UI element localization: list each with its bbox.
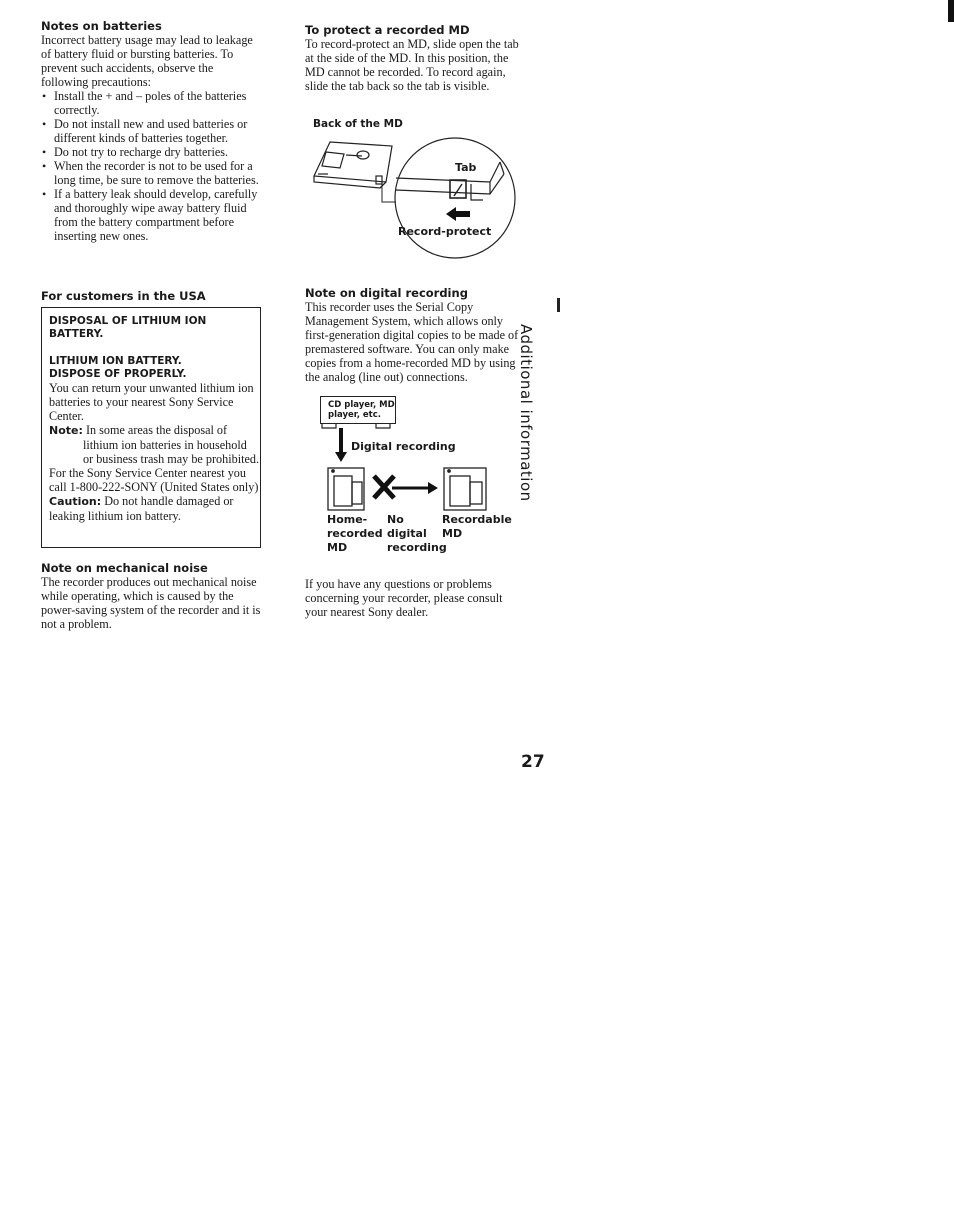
tab-label: Tab [455, 161, 477, 174]
list-item: • Install the + and – poles of the batteries correctly. [41, 89, 263, 117]
recordable-md-icon [444, 468, 486, 510]
md-corner-enlarged [396, 162, 504, 200]
protect-text: To record-protect an MD, slide open the tab at the side of the MD. In this position, the MD cannot be recorded. To record again, slide the tab back so the tab is visible. [305, 37, 519, 93]
box-note [49, 423, 259, 466]
batteries-heading: Notes on batteries [41, 19, 162, 33]
digital-diagram [318, 422, 498, 514]
md-back-illustration [300, 128, 530, 268]
box-para-return: You can return your unwanted lithium ion batteries to your nearest Sony Service Center. [49, 381, 254, 423]
lithium-disposal-box [41, 307, 261, 548]
md-cartridge [314, 142, 392, 188]
device-label-line1: CD player, MD [328, 400, 395, 410]
device-label-line2: player, etc. [328, 410, 382, 420]
caution-label: Caution: [49, 495, 102, 508]
home-recorded-md-icon [328, 468, 364, 510]
record-protect-label: Record-protect [398, 225, 492, 238]
note-label: Note: [49, 424, 83, 437]
left-arrow-icon [446, 207, 470, 221]
side-tab-marker [557, 298, 560, 312]
batteries-intro: Incorrect battery usage may lead to leakage of battery fluid or bursting batteries. To prevent such accidents, observe the following precautions: [41, 33, 253, 89]
box-subtitle-1: LITHIUM ION BATTERY. [49, 355, 182, 367]
right-arrow-icon [428, 482, 438, 494]
recordable-md-label: Recordable MD [442, 513, 512, 540]
box-title: DISPOSAL OF LITHIUM ION BATTERY. [49, 315, 207, 340]
list-item: • Do not install new and used batteries or different kinds of batteries together. [41, 117, 263, 145]
home-recorded-label: Home- recorded MD [327, 513, 383, 554]
digital-section [305, 286, 529, 384]
digital-recording-label: Digital recording [351, 440, 456, 453]
box-subtitle-2: DISPOSE OF PROPERLY. [49, 368, 187, 380]
no-digital-label: No digital recording [387, 513, 447, 554]
noise-text: The recorder produces out mechanical noise while operating, which is caused by the power-saving system of the recorder and it is not a problem. [41, 575, 261, 631]
usa-heading: For customers in the USA [41, 289, 206, 303]
contact-text: If you have any questions or problems concerning your recorder, please consult your nearest Sony dealer. [305, 577, 503, 619]
list-item: • If a battery leak should develop, carefully and thoroughly wipe away battery fluid from the battery compartment before inserting new ones. [41, 187, 263, 243]
list-item: • Do not try to recharge dry batteries. [41, 145, 263, 159]
caution-text: Do not handle damaged or leaking lithium ion battery. [49, 494, 234, 523]
page-number: 27 [521, 752, 545, 772]
side-tab-label: Additional information [517, 324, 535, 502]
list-item: • When the recorder is not to be used for a long time, be sure to remove the batteries. [41, 159, 263, 187]
protect-heading: To protect a recorded MD [305, 23, 470, 37]
cd-player-device [320, 396, 396, 424]
down-arrow-icon [335, 428, 347, 462]
note-text: In some areas the disposal of lithium ion batteries in household or business trash may be prohibited. [82, 423, 260, 466]
box-caution [49, 494, 259, 523]
cross-icon [374, 476, 394, 498]
noise-heading: Note on mechanical noise [41, 561, 208, 575]
noise-section [41, 561, 263, 631]
digital-text: This recorder uses the Serial Copy Management System, which allows only first-generation digital copies to be made of premastered software. You can only make copies from a home-recorded MD by using the analog (line out) connections. [305, 300, 519, 384]
batteries-list [41, 89, 263, 243]
protect-section [305, 23, 527, 93]
digital-heading: Note on digital recording [305, 286, 468, 300]
box-para-service: For the Sony Service Center nearest you call 1-800-222-SONY (United States only) [49, 466, 259, 494]
page-edge-marker [948, 0, 954, 22]
batteries-section [41, 19, 263, 243]
md-figure-title: Back of the MD [313, 118, 403, 130]
